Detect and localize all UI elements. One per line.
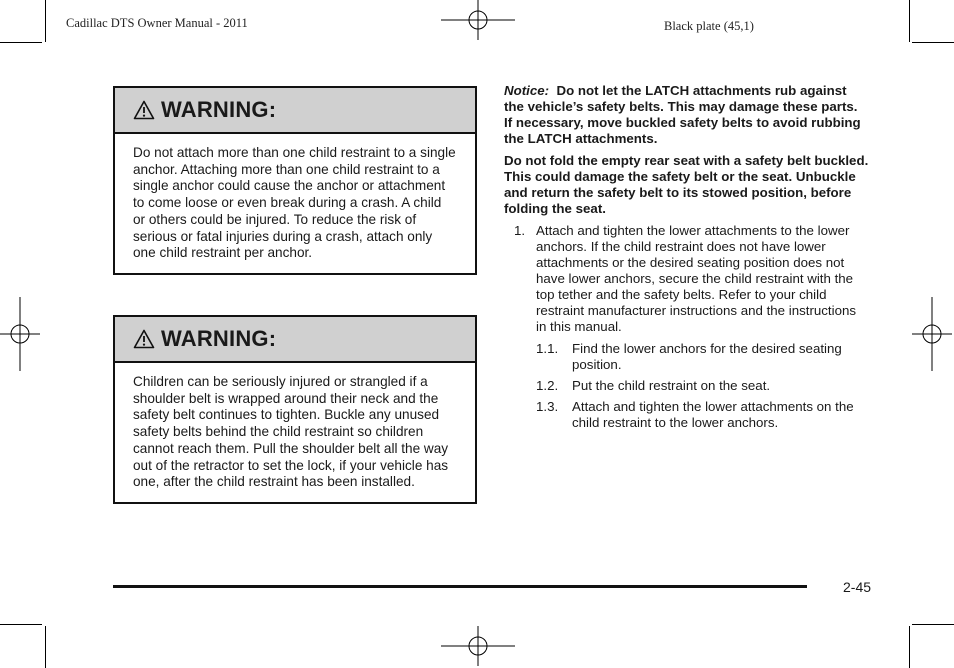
running-header-plate: Black plate (45,1)	[664, 19, 754, 33]
warning-box-2	[113, 315, 477, 504]
page-number: 2-45	[843, 579, 872, 595]
substep-text: Find the lower anchors for the desired seating position.	[572, 341, 842, 372]
running-header-title: Cadillac DTS Owner Manual - 2011	[66, 16, 248, 30]
warning-triangle-icon	[133, 100, 155, 120]
step-text: Attach and tighten the lower attachments to the lower anchors. If the child restraint does not have lower attachments or the desired seating position does not have lower anchors, secure the child restraint with the top tether and the safety belts. Refer to your child restraint manufacturer instructions and the instructions in this manual.	[536, 223, 857, 334]
registration-mark-top	[441, 0, 515, 40]
warning-box-1	[113, 86, 477, 275]
substep-1-3	[504, 399, 869, 431]
warning-header	[115, 88, 475, 134]
warning-body	[115, 134, 475, 273]
warning-header	[115, 317, 475, 363]
notice-paragraph	[504, 83, 869, 147]
substep-text: Put the child restraint on the seat.	[572, 378, 771, 393]
registration-mark-left	[0, 297, 40, 371]
registration-mark-bottom	[441, 626, 515, 666]
warning-title: WARNING:	[161, 97, 277, 122]
substep-number: 1.3.	[536, 399, 559, 414]
step-number: 1.	[514, 223, 526, 238]
substep-1-1	[504, 341, 869, 373]
registration-mark-right	[912, 297, 952, 371]
notice-paragraph-2: Do not fold the empty rear seat with a safety belt buckled. This could damage the safety belt or the seat. Unbuckle and return the safety belt to its stowed position, before folding the seat.	[504, 153, 869, 216]
footer-rule	[113, 585, 807, 588]
right-column	[504, 83, 869, 436]
substep-text: Attach and tighten the lower attachments on the child restraint to the lower anchors.	[572, 399, 854, 430]
substep-1-2	[504, 378, 869, 394]
notice-text: Do not let the LATCH attachments rub against the vehicle’s safety belts. This may damage these parts. If necessary, move buckled safety belts to avoid rubbing the LATCH attachments.	[504, 83, 861, 146]
warning-body	[115, 363, 475, 502]
warning-title: WARNING:	[161, 326, 277, 351]
substep-number: 1.1.	[536, 341, 559, 356]
warning-triangle-icon	[133, 329, 155, 349]
warning-text: Children can be seriously injured or strangled if a shoulder belt is wrapped around their neck and the safety belt continues to tighten. Buckle any unused safety belts behind the child restraint so children cannot reach them. Pull the shoulder belt all the way out of the retractor to set the lock, if your vehicle has one, after the child restraint has been installed.	[133, 374, 449, 490]
substep-number: 1.2.	[536, 378, 559, 393]
warning-text: Do not attach more than one child restraint to a single anchor. Attaching more than one child restraint to a single anchor could cause the anchor or attachment to come loose or even break during a crash. A child or others could be injured. To reduce the risk of serious or fatal injuries during a crash, attach only one child restraint per anchor.	[133, 145, 456, 261]
notice-label: Notice:	[504, 83, 550, 98]
step-1	[504, 223, 869, 335]
